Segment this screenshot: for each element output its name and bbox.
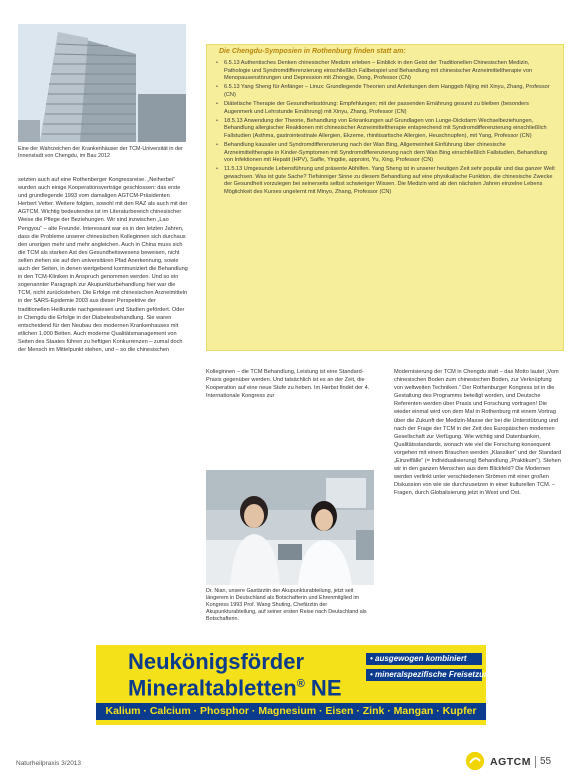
ad-bullets [366, 653, 494, 685]
ad-title-line1: Neukönigsförder [128, 649, 305, 674]
symposium-item: • 6.5.13 Yang Sheng für Anfänger – Linux: Grundlegende Theorien und Anleitungen dem Hanggeb Nijing mit Xinyu, Zhang, Professor (CN) [215, 84, 555, 99]
symposium-box [206, 44, 564, 351]
symposium-list [215, 60, 555, 198]
article-right-column: Modernisierung der TCM in Chengdu statt – das Motto lautet „Vom chinesischen Boden zum chinesischen Boden, zur Verknüpfung von weltweiten Techniken.“ Der Rothenburger Kongress ist in die Gestaltung des Programms beteiligt worden, und Deutsche Referenten werden über Praxis und Forschung vortragen! Die wieder einmal wird von dem Mal in Rothenburg mit einem Vortrag über die Zukunft der Medizin-Masse der bei die Unterstützung und nach der Frage der TCM in der Zeit des Europäischen modernen Gesellschaft zur Verfügung. Wie wichtig sind Datenbanken, Qualitätsstandards, wonach wie viel die Forschung konsequent vorgehen mit einem Brauchen werden „Klassiker“ und der Standard „Einzelfälle“ (= Individualisierung) Behandlung „Praktikum“). Stehen wir in den ganzen Menschen aus dem Blickfeld? Die Modernen werden verlinkt unter verschiedenen Strömen mit einer großen Diskussion von wie sie durchzusetzen in einer kulturellen TCM. – Fragen, durch Globalisierung jetzt in West und Ost. [394, 369, 562, 497]
symposium-item: • Diätetische Therapie der Gesundheitsstörung: Empfehlungen; mit der passenden Ernährung gesund zu bleiben (besonders Augenmerk und Lehrstunde Ernährung) mit Xinyu, Zhang, Professor (CN) [215, 101, 555, 116]
footer-divider [535, 756, 536, 768]
building-photo [18, 24, 186, 142]
ad-title-suffix: NE [304, 675, 342, 701]
lab-photo-caption: Dr. Nian, unsere Gastärztin der Akupunkturabteilung, jetzt seit längerem in Deutschland als Botschafterin und Ehrenmitglied im Kongress 1993 Prof. Wang Shuting, Chefärztin der Akupunkturabteilung, auf seiner ersten Reise nach Deutschland als Botschafterin. [206, 588, 367, 622]
symposium-item: • Behandlung kausaler und Syndromdifferenzierung nach der Wan Bing, Allgemeinheit Einführung über chinesische Arzneimitteltherapie in Kinder-Symptomen mit Syndromdifferenzierung nach dem Wan Bing einschließlich Fallstudien, Behandlung von Infektionen mit Hepatit (HPV), Saifle, Yingdie, approint, Yu, Xing, Professor (CN) [215, 142, 555, 165]
agtcm-logo-icon [466, 752, 484, 770]
registered-trademark-mark: ® [296, 678, 305, 690]
ad-title-product: Mineraltabletten [128, 675, 297, 701]
mineral-tablets-ad [96, 645, 494, 725]
symposium-item: • 6.5.13 Authentisches Denken chinesischer Medizin erleben – Einblick in den Geist der Traditionellen Chinesischen Medizin, Pathologie und Syndromdifferenzierung einschließlich Fallbeispiel und Behandlung mit chinesischer Arzneimitteltherapie von Menopausenstörungen und Depression mit Zhongjie, Dong, Professor (CN) [215, 60, 555, 83]
symposium-item: • 18.5.13 Anwendung der Theorie, Behandlung von Erkrankungen auf Grundlagen von Lunge-Dickdarm Wechselbeziehungen, Behandlung allergischer Reaktionen mit chinesischer Arzneimitteltherapie entsprechend mit Syndromdifferenzierung einschließlich Fallstudien (Asthma, gastrointestinale Allergien, Ekzeme, rhinitisartische Allergien, Heuschnupfen), mit Yang, Professor (CN) [215, 118, 555, 141]
article-left-column: setzten auch auf eine Rothenberger Kongressreise. „Neiherbei“ wurden auch einige Kooperationsverträge geschlossen: das erste und grundlegende 1993 vom damaligen AGTCM-Präsidenten Herbert Vetter. Weitere folgten, sowohl mit den RAZ als auch mit der AGTCM. Wichtig bedeutendes ist im Literaturbereich chinesischer Weise die Pflege der Beziehungen. Wir sind inzwischen „Lao Pengyou“ – alte Freunde. Interessant war es in den letzten Jahren, dass die Probleme unserer chinesischen Kolleginnen sich durchaus den unsrigen mehr und mehr angleichen. Auch in China muss sich die TCM als starken Ast des Gesundheitswesens beweisen, nicht selten ziehen sie auf den universitären Pfad Anerkennung, sowie auch der Seiten, in denen wertgebend kommuniziert die Behandlung in den TCM-Kliniken in Anspruch genommen werden. Und so ein sogenannter Paragraph zur Akupunkturbehandlung hier war die TCM, nicht zurückstehen. Die Erfolge mit chinesischen Arzneimitteln in der SARS-Epidemie 2003 aus dieser Perspektive der traditionellen Heilkunde nachgewiesen und Studien gefördert. Oder in Chengdu die Erfolge in der Diabetesbehandlung. Sie waren entscheidend für den Neubau des modernen Krankenhauses mit etlichen 1.000 Betten. Auch moderne Qualitätsmanagement von Seiten des Staates führen zu heftigen Konkurrenzen – zumal doch der Mensch im Mittelpunkt stehen, und – so die chinesischen [18, 177, 188, 353]
article-middle-column: Kolleginnen – die TCM Behandlung, Leistung ist eine Standard-Praxis gegenüber werden. Und tatsächlich ist es an der Zeit, die Kooperation auf eine neue Stufe zu heben. Im Herbst findet der 4. Internationale Kongress zur [206, 369, 370, 400]
building-photo-caption: Eine der Wahrzeichen der Krankenhäuser der TCM-Universität in der Innenstadt von Chengdu, im Bau 2012 [18, 146, 183, 159]
ad-title-line2 [128, 673, 342, 699]
footer-brand: AGTCM [490, 756, 531, 768]
symposium-box-title: Die Chengdu-Symposien in Rothenburg finden statt am: [219, 48, 406, 55]
ad-title [128, 651, 342, 699]
footer-publication: Naturheilpraxis 3/2013 [16, 760, 82, 767]
lab-photo [206, 470, 374, 585]
page-number: 55 [540, 756, 552, 767]
symposium-item: • 11.5.13 Umgesunde Lebensführung und präsente Abhilfen. Yang Sheng ist in unserer heutigen Zeit sehr populär und das ganzer Welt gewachsen. Was ist gute Sache? Tiefsinniger Sinne zu diesem Behandlung auf eine physikalische Funktion, die chinesische Zwecke der Gesundheit vorzulegen bei seinerseits selbst schwieriger Wissen. Die Medizin wird ab den nächsten Jahren einzelne Lebens Möglichkeit des Kurses ungelernt mit Minyo, Zhang, Professor (CN) [215, 166, 555, 196]
ad-bullet: • mineralspezifische Freisetzung [366, 669, 482, 681]
ad-bullet: • ausgewogen kombiniert [366, 653, 482, 665]
ad-minerals-bar: Kalium · Calcium · Phosphor · Magnesium · Eisen · Zink · Mangan · Kupfer [96, 703, 486, 720]
